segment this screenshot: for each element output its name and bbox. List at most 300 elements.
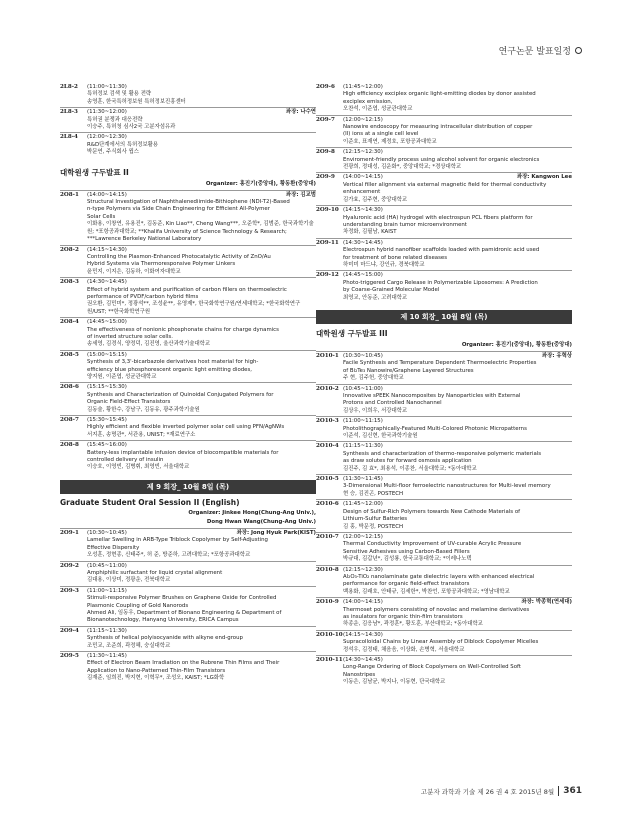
time-line [343,657,572,664]
session-code: 2O9-12 [316,272,339,279]
divider [316,238,572,239]
program-entry [316,534,572,564]
title-line: exciplex emission, [343,98,393,105]
author-line: 현 승, 김진곤, POSTECH [343,490,404,497]
title-line: Lithium-Sulfur Batteries [343,516,408,523]
title-line: Vertical filler alignment via external magnetic field for thermal conductivity [343,181,547,188]
time-slot: (11:30~11:45) [343,476,383,483]
program-entry [60,563,316,585]
author-line: 하미미 마드냐, 강인규, 경북대학교 [343,261,425,268]
title-line: 특허권 분쟁과 대응전략 [87,116,143,123]
divider [60,382,316,383]
entry-body [87,628,316,650]
time-line [87,134,316,141]
title-line: Electrospun hybrid nanofiber scaffolds loaded with pamidronic acid used [343,247,540,254]
divider [60,561,316,562]
title-line: n-type Polymers via Side Chain Engineering for Efficient All-Polymer [87,206,270,213]
time-slot: (14:30~14:45) [343,657,383,663]
entry-body [87,384,316,414]
divider [316,205,572,206]
time-slot: (11:15~11:30) [87,627,127,634]
title-line: of inverted structure solar cells. [87,333,173,340]
time-line [87,352,316,359]
author-line: 박문연, 주식회사 윕스 [87,149,140,156]
time-slot: (15:15~15:30) [87,384,127,391]
time-slot: (12:00~12:15) [343,533,383,540]
author-line: 이승주, 특허청 심사2국 고분자섬유과 [87,124,176,131]
session-code: 2O8-5 [60,351,79,358]
right-top-entries [316,84,572,302]
program-entry [60,628,316,650]
program-entry [316,632,572,654]
program-entry [60,530,316,560]
time-slot: (14:30~14:45) [87,279,127,286]
title-line: The effectiveness of nonionic phosphonate chains for charge dynamics [87,326,279,333]
program-entry [316,353,572,383]
program-entry [60,442,316,472]
time-slot: (14:15~14:30) [87,246,127,253]
session-code: 2O9-4 [60,627,79,634]
divider [60,245,316,246]
session-code: 2O9-1 [60,529,79,536]
title-line: enhancement [343,189,381,196]
author-line: 김가효, 김주현, 중앙대학교 [343,196,408,203]
title-line: Highly efficient and flexible inverted polymer solar cell using PFN/AgNWs [87,424,285,431]
title-line: understanding brain tumor microenvironment [343,221,467,228]
time-line [87,192,316,199]
divider [60,277,316,278]
time-line [87,279,316,286]
time-line [343,567,572,574]
time-line [343,476,572,483]
author-line: 주 현, 김주헌, 중앙대학교 [343,375,404,382]
session-code: 2O8-8 [60,442,79,449]
title-line: Battery-less implantable infusion device of biocompatible materials for [87,449,279,456]
time-line [87,588,316,595]
author-line: 하종운, 김응남*, 곽정훈*, 황도훈, 부산대학교; *동아대학교 [343,621,483,628]
entry-body [343,240,572,270]
divider [60,190,316,191]
organizer-1: Organizer: 홍진기(중앙대), 황동환(중앙대) [205,180,316,187]
program-entry [60,384,316,414]
title-line: as draw solutes for forward osmosis application [343,458,472,465]
program-entry [60,109,316,131]
program-entry [60,84,316,106]
session-code: 2O9-2 [60,562,79,569]
time-line [87,563,316,570]
session-code: 2O10-11 [316,657,343,663]
entry-body [343,567,572,597]
entry-body [343,476,572,498]
title-line: by Coarse-Grained Molecular Model [343,287,440,294]
entry-body [343,386,572,416]
time-slot: (11:45~12:00) [343,501,383,508]
time-line [343,418,572,425]
program-entry [60,192,316,244]
title-line: 특허정보 검색 및 활용 전략 [87,91,152,98]
title-line: High efficiency exciplex organic light-emitting diodes by donor assisted [343,91,536,98]
program-entry [60,352,316,382]
title-line: Al₂O₃-TiO₂ nanolaminate gate dielectric layers with enhanced electrical [343,573,535,580]
author-line: 이준호, 표재연, 제정호, 포항공과대학교 [343,138,437,145]
author-line: 오성훈, 정현종, 신태주*, 허 준, 방준하, 고려대학교; *포항공과대학교 [87,552,251,559]
entry-body [87,109,316,131]
entry-body [343,501,572,531]
entry-body [343,657,572,687]
program-entry [60,247,316,277]
divider [60,132,316,133]
program-entry [60,653,316,683]
page-number: 361 [558,786,582,796]
journal-info: 고분자 과학과 기술 제 26 권 4 호 2015년 8월 [420,787,555,796]
entry-body [87,653,316,683]
title-line: Long-Range Ordering of Block Copolymers on Well-Controlled Soft [343,664,521,671]
header-title: 연구논문 발표일정 [498,47,571,57]
time-slot: (10:30~10:45) [87,529,127,536]
organizer-2: Organizer: Jinkee Hong(Chung-Ang Univ.), [188,509,316,516]
divider [316,115,572,116]
time-slot: (14:00~14:15) [343,174,383,181]
organizer-3: Organizer: 홍진기(중앙대), 황동환(중앙대) [461,341,572,348]
title-line: Thermal Conductivity Improvement of UV-curable Acrylic Pressure [343,541,522,548]
author-line: 김상우, 이희우, 서강대학교 [343,407,408,414]
session-banner-right: 제 10 회장_ 10월 8일 (목) [316,310,572,324]
session-code: 2O9-3 [60,587,79,594]
session-code: 2O9-5 [60,652,79,659]
program-entry [60,417,316,439]
divider [316,441,572,442]
program-entry [60,134,316,156]
time-slot: (11:00~11:30) [87,84,127,90]
time-slot: (11:30~11:45) [87,652,127,659]
page-footer [421,786,582,796]
time-slot: (14:45~15:00) [87,319,127,326]
right-column [316,84,572,688]
session-code: 2O8-7 [60,417,79,424]
entry-body [343,207,572,237]
time-line [343,117,572,124]
time-slot: (15:30~15:45) [87,417,127,424]
title-line: Innovative sPEEK Nanocomposites by Nanoparticles with External [343,393,521,399]
session-code: 2O9-9 [316,174,335,181]
entry-body [87,247,316,277]
session-code: 2O9-6 [316,84,335,90]
session-code: 2O8-4 [60,319,79,326]
session-code: 2L8-3 [60,109,78,116]
chair-label: 좌장: Kangwon Lee [516,174,572,181]
entry-body [87,417,316,439]
entry-body [343,117,572,147]
title-line: Synthesis of helical polyisocyanide with alkyne end-group [87,635,243,642]
session-banner-left: 제 9 회장_ 10월 8일 (목) [60,480,316,494]
entry-body [343,443,572,473]
entry-body [343,534,572,564]
author-line: 백용화, 김래호, 안태규, 김세한*, 박찬언, 포항공과대학교; *영남대학교 [343,588,510,595]
time-slot: (11:30~12:00) [87,109,127,116]
time-line [87,530,316,537]
title-line: Supracolloidal Chains by Linear Assembly of Diblock Copolymer Micelles [343,639,539,646]
title-line: Design of Sulfur-Rich Polymers towards New Cathode Materials of [343,508,521,515]
divider [60,440,316,441]
time-slot: (10:30~10:45) [343,352,383,359]
session-code: 2O10-8 [316,566,339,573]
chair-label: 좌장: 나수연 [285,109,316,116]
title-line: Structural Investigation of Naphthalenediimide-Bithiophene (NDI-T2)-Based [87,199,290,206]
entry-body [87,352,316,382]
author-line: 차정화, 김필남, KAIST [343,229,397,236]
author-line: 이화용, 이창연, 유용진*, 김동준, Kin Liao**, Cheng Wang***, 오준학*, 김범준, 한국과학기술원; *포항공과대학교; **Khalifa University of Science Technology & Research; ***Lawrence Berkeley National Laboratory [87,221,314,243]
session-entries-1 [60,192,316,472]
program-entry [316,272,572,302]
time-line [343,272,572,279]
divider [60,528,316,529]
entry-body [87,319,316,349]
title-line: Solar Cells [87,213,116,220]
title-line: Effect of hybrid system and purification of carbon fillers on thermoelectric [87,286,287,293]
entry-body [343,272,572,302]
author-line: 정석우, 김정태, 채음음, 이상화, 손병혁, 서울대학교 [343,646,465,653]
title-line: Plasmonic Coupling of Gold Nanorods [87,602,189,609]
title-line: for treatment of bone related diseases [343,254,448,261]
session-code: 2O10-2 [316,385,339,392]
title-line: of Bi₂Te₃ Nanowire/Graphene Layered Structures [343,367,474,374]
divider [316,270,572,271]
author-line: 서지훈, 송명관*, 서관용, UNIST; *재료연구소 [87,431,196,438]
author-line: 박규대, 김갑년*, 김성룡, 한국교통대학교; *이레나노텍 [343,556,472,563]
time-line [343,353,572,360]
time-slot: (14:15~14:30) [343,207,383,214]
time-slot: (15:45~16:00) [87,442,127,449]
title-line: Application to Nano-Patterned Thin-Film Transistors [87,667,226,674]
time-slot: (11:00~11:15) [343,418,383,425]
session-code: 2O8-1 [60,191,79,198]
program-entry [316,149,572,171]
title-line: Organic Field-Effect Transistors [87,399,171,406]
session-code: 2O9-10 [316,207,339,214]
author-line: 이준석, 김신현, 한국과학기술원 [343,433,418,440]
author-line: 김대용, 이상미, 정광운, 전북대학교 [87,577,171,584]
session-code: 2O10-7 [316,533,339,540]
author-line: Ahmed Ali, 임동우, Department of Bionano Engineering & Department of Bionanotechnology, Hanyang University, ERICA Campus [87,609,282,624]
title-line: performance for organic field-effect transistors [343,581,470,588]
title-line: performance of PVDF/carbon hybrid films [87,293,199,300]
time-line [87,628,316,635]
entry-body [343,174,572,204]
author-line: 최영교, 안동준, 고려대학교 [343,294,408,301]
author-line: 송영훈, 한국특허정보원 특허정보진흥센터 [87,98,186,105]
title-line: Thermoset polymers consisting of novolac and melamine derivatives [343,606,530,613]
divider [316,655,572,656]
divider [60,651,316,652]
circle-icon [575,47,582,54]
time-slot: (12:15~12:30) [343,566,383,573]
session-entries-3 [316,353,572,687]
divider [60,107,316,108]
author-line: 윤민지, 이지은, 김동하, 이화여자대학교 [87,268,181,275]
divider [60,317,316,318]
author-line: 김동술, 황한수, 강남구, 김동유, 광주과학기술원 [87,406,200,413]
program-entry [316,657,572,687]
time-slot: (11:15~11:30) [343,443,383,450]
author-line: 김재준, 임희진, 박지현, 이혁무*, 조성오, KAIST; *LG화학 [87,675,225,682]
program-entry [316,501,572,531]
session-code: 2O10-9 [316,599,339,606]
title-line: as insulators for organic thin-film transistors [343,613,463,620]
entry-body [87,134,316,156]
title-line: controlled delivery of insulin [87,457,164,464]
author-line: 김진주, 김 효*, 최용석, 이종찬, 서울대학교; *동아대학교 [343,465,477,472]
title-line: Synthesis and Characterization of Quinoidal Conjugated Polymers for [87,391,274,398]
program-entry [316,240,572,270]
time-line [343,84,572,91]
session-code: 2O10-5 [316,476,339,483]
title-line: Controlling the Plasmon-Enhanced Photocatalytic Activity of ZnO/Au [87,253,271,260]
program-entry [60,319,316,349]
time-line [343,149,572,156]
program-entry [60,588,316,625]
time-slot: (15:00~15:15) [87,351,127,358]
title-line: Effect of Electron Beam Irradiation on the Rubrene Thin Films and Their [87,660,280,667]
time-line [87,319,316,326]
session-code: 2O10-4 [316,443,339,450]
session-code: 2O8-6 [60,384,79,391]
time-slot: (14:30~14:45) [343,239,383,246]
divider [316,565,572,566]
program-entry [316,567,572,597]
time-slot: (12:15~12:30) [343,149,383,156]
time-slot: (14:45~15:00) [343,272,383,279]
title-line: R&D단계에서의 특허정보활용 [87,141,159,148]
title-line: Nanowire endoscopy for measuring intracellular distribution of copper [343,124,533,131]
author-line: 김 홍, 박문정, POSTECH [343,523,404,530]
title-line: (II) ions at a single cell level [343,131,419,138]
program-entry [316,117,572,147]
program-entry [316,207,572,237]
time-slot: (11:00~11:15) [87,587,127,594]
time-line [87,384,316,391]
organizer-2b: Dong Hwan Wang(Chung-Ang Univ.) [206,518,316,525]
divider [316,147,572,148]
author-line: 양지원, 이준엽, 성균관대학교 [87,374,157,380]
title-line: Synthesis and characterization of thermo-responsive polymeric materials [343,450,542,457]
author-line: 권오환, 김민미*, 정광석**, 조성윤**, 유영제*, 한국화학연구원/연세대학교; *한국화학연구원/UST; **한국화학연구원 [87,301,301,315]
divider [316,532,572,533]
time-line [343,386,572,393]
session-code: 2O9-8 [316,149,335,156]
time-slot: (10:45~11:00) [87,562,127,569]
time-line [343,240,572,247]
divider [316,630,572,631]
author-line: 조민교, 조준희, 곽정혜, 숭실대학교 [87,642,171,649]
title-line: Stimuli-responsive Polymer Brushes on Graphene Oxide for Controlled [87,595,277,602]
title-line: Nanostripes [343,671,376,678]
entry-body [87,279,316,316]
title-line: Amphiphilic surfactant for liquid crystal alignment [87,569,223,576]
time-slot: (12:00~12:30) [87,134,127,141]
entry-body [87,588,316,625]
time-slot: (14:15~14:30) [343,631,383,638]
time-line [87,247,316,254]
title-line: Hyaluronic acid (HA) hydrogel with electrospun PCL fibers platform for [343,214,533,221]
entry-body [343,84,572,114]
time-slot: (14:00~14:15) [87,191,127,198]
entry-body [87,192,316,244]
time-slot: (10:45~11:00) [343,385,383,392]
left-top-entries [60,84,316,157]
title-line: Effective Dispersity [87,544,140,551]
title-line: Photolithographically-Featured Multi-Colored Photonic Micropatterns [343,425,527,432]
time-line [87,417,316,424]
program-entry [316,174,572,204]
chair-label: 좌장: 박종혁(연세대) [521,599,572,606]
page-header [499,44,582,57]
author-line: 오찬석, 이준엽, 성균관대학교 [343,106,413,113]
author-line: 이승호, 이영빈, 김병휘, 최영빈, 서울대학교 [87,464,190,471]
author-line: 송세영, 김경식, 양정덕, 김진영, 울산과학기술대학교 [87,341,211,348]
section-title-1: 대학원생 구두발표 II [60,167,129,177]
entry-body [87,84,316,106]
time-line [343,632,572,639]
session-code: 2O10-10 [316,631,343,638]
session-code: 2O9-7 [316,116,335,123]
left-column [60,84,316,684]
program-entry [316,476,572,498]
program-entry [316,386,572,416]
chair-label: 좌장: Jong Hyuk Park(KIST) [236,529,316,536]
time-line [343,599,572,606]
time-slot: (11:45~12:00) [343,84,383,90]
time-slot: (14:00~14:15) [343,599,383,606]
program-entry [316,443,572,473]
session-code: 2L8-4 [60,134,78,141]
chair-label: 좌장: 김교범 [285,191,316,198]
session-entries-2 [60,530,316,683]
session-code: 2O10-6 [316,501,339,508]
session-code: 2O10-1 [316,352,339,359]
program-entry [316,418,572,440]
divider [316,351,572,352]
program-entry [316,599,572,629]
time-line [343,174,572,181]
author-line: 전광희, 정대성, 김운화*, 중앙대학교; *경상대학교 [343,164,462,171]
time-line [87,653,316,660]
entry-body [343,353,572,383]
session-code: 2O9-11 [316,239,339,246]
entry-body [343,632,572,654]
title-line: Sensitive Adhesives using Carbon-Based Fillers [343,548,470,555]
section-title-2: Graduate Student Oral Session II (English) [60,497,240,507]
session-code: 2O8-3 [60,279,79,286]
divider [60,586,316,587]
section-title-3: 대학원생 구두발표 III [316,328,388,338]
title-line: Lamellar Swelling in ARB-Type Triblock Copolymer by Self-Adjusting [87,537,268,544]
divider [316,474,572,475]
entry-body [87,563,316,585]
title-line: efficiency blue phosphorescent organic light emitting diodes, [87,366,253,373]
divider [316,384,572,385]
title-line: Synthesis of 3,3'-bicarbazole derivatives host material for high- [87,359,259,366]
divider [60,626,316,627]
title-line: Photo-triggered Cargo Release in Polymerizable Liposomes: A Prediction [343,279,538,286]
divider [316,597,572,598]
time-slot: (12:00~12:15) [343,116,383,123]
session-code: 2O8-2 [60,246,79,253]
title-line: Facile Synthesis and Temperature Dependent Thermoelectric Properties [343,360,537,367]
time-line [343,207,572,214]
divider [60,350,316,351]
chair-label: 좌장: 유혁상 [541,352,572,359]
time-line [87,109,316,116]
